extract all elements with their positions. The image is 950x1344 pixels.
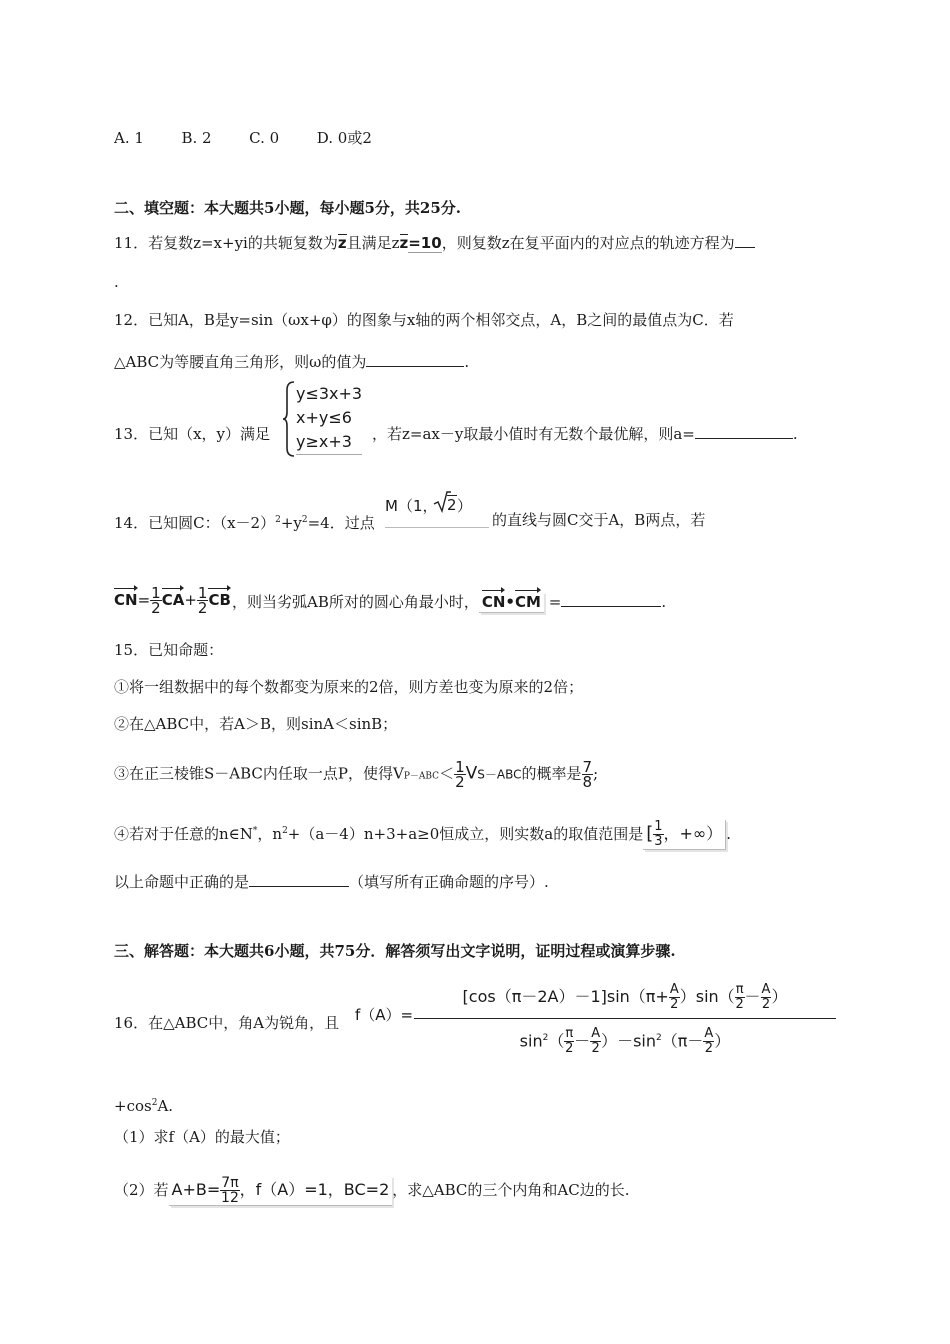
q14-sup: 2 — [275, 515, 281, 525]
prev-options — [114, 128, 372, 148]
q14-text-b: +y — [280, 514, 302, 532]
q15-p3-lt: ＜ — [439, 764, 455, 783]
q15-p4-text-b: ，n — [257, 825, 283, 843]
fraction-half-2: $\frac{1}{2}$ — [197, 584, 208, 617]
q16-part-2 — [114, 1176, 629, 1206]
q15-answer-line — [114, 872, 549, 892]
q15-p4-range: [ $\frac{1}{3}$ ，+∞） — [643, 820, 726, 850]
vector-ca: CA — [161, 591, 185, 609]
q15-answer-blank[interactable] — [249, 872, 349, 887]
section3-heading: 三、解答题：本大题共6小题，共75分．解答须写出文字说明，证明过程或演算步骤. — [114, 942, 676, 960]
q11-answer-blank[interactable] — [735, 233, 755, 248]
q15-p3-text-b: 的概率是 — [521, 764, 582, 783]
q11-text: 11．若复数z=x+yi的共轭复数为 — [114, 234, 338, 252]
brace-icon — [282, 380, 296, 458]
q16-part2-text: （2）若 — [114, 1181, 169, 1199]
q12-answer-blank[interactable] — [366, 352, 464, 367]
vector-cm: CM — [515, 593, 541, 611]
q15-p3-v: V — [465, 763, 478, 784]
q15-proposition-4 — [114, 820, 731, 850]
q14-end: . — [661, 593, 667, 611]
vector-cn-2: CN — [481, 593, 506, 611]
q15-p4-sq: 2 — [282, 826, 288, 836]
q16-part-1: （1）求f（A）的最大值； — [114, 1128, 290, 1146]
q15-proposition-3 — [114, 760, 598, 789]
q15-p4-text: ④若对于任意的n∈N — [114, 825, 253, 843]
q13-end: . — [792, 425, 798, 443]
q14-text-d: 的直线与圆C交于A，B两点，若 — [492, 511, 706, 529]
q16-numerator: [cos（π－2A）－1]sin（π+ $\frac{A}{2}$ ）sin（ $\frac{\pi}{2}$ － $\frac{A}{2}$ ） — [462, 982, 788, 1012]
q15-p3-end: ; — [593, 764, 599, 783]
q13-answer-blank[interactable] — [695, 424, 793, 439]
q14-text: 14．已知圆C：（x－2） — [114, 514, 276, 532]
q15-proposition-2: ②在△ABC中，若A＞B，则sinA＜sinB； — [114, 715, 398, 733]
q14-sqrt-value: 2 — [447, 496, 457, 514]
question-11 — [114, 233, 755, 253]
q16-f-label: f（A）= — [355, 1006, 414, 1024]
q14-text-e: ，则当劣弧AB所对的圆心角最小时， — [232, 593, 479, 611]
q13-rest — [372, 424, 798, 444]
q16-part2-text-b: ，求△ABC的三个内角和AC边的长. — [392, 1181, 630, 1199]
q14-sup-b: 2 — [301, 515, 308, 525]
q15-p3-sub: P－ABC — [403, 771, 440, 782]
q14-point-m — [385, 491, 489, 528]
q15-answer-text: 以上命题中正确的是 — [114, 873, 250, 891]
q15-answer-text-b: （填写所有正确命题的序号）. — [349, 873, 549, 891]
q11-end: . — [114, 273, 119, 291]
vector-cn: CN — [114, 591, 138, 609]
q14-line2 — [232, 592, 666, 613]
q15-p4-text-c: +（a－4）n+3+a≥0恒成立，则实数a的取值范围是 — [287, 825, 644, 843]
q15-intro: 15．已知命题： — [114, 641, 224, 659]
q14-text-c: =4．过点 — [307, 514, 375, 532]
q11-text-b: 且满足z — [346, 234, 400, 252]
q14-dot-product — [479, 592, 544, 613]
q11-eq: =10 — [408, 234, 442, 252]
q13-constraint-1: y≤3x+3 — [296, 384, 363, 403]
fraction-half-1: $\frac{1}{2}$ — [151, 584, 161, 617]
q12-end: . — [464, 353, 470, 371]
option-a: A. 1 — [114, 129, 144, 147]
q15-p3-fraction: $\frac{7}{8}$ — [582, 758, 593, 791]
q16-tail: $+\cos^2A$. — [114, 1097, 174, 1115]
vector-cb: CB — [208, 591, 231, 609]
q15-p3-half: $\frac{1}{2}$ — [455, 758, 465, 791]
q13-constraint-3: y≥x+3 — [296, 430, 362, 455]
q12-line1: 12．已知A，B是y=sin（ωx+φ）的图象与x轴的两个相邻交点，A，B之间的最值点为C．若 — [114, 311, 734, 329]
question-14 — [114, 510, 375, 533]
q16-text: 16．在△ABC中，角A为锐角，且 — [114, 1014, 340, 1032]
option-c: C. 0 — [249, 129, 280, 147]
q14-text-f: = — [548, 593, 562, 611]
q11-zbar: z — [337, 234, 347, 252]
q15-p4-end: . — [726, 825, 732, 843]
q11-text-c: ，则复数z在复平面内的对应点的轨迹方程为 — [441, 234, 735, 252]
question-13 — [114, 424, 270, 444]
q15-p3-text: ③在正三棱锥S－ABC内任取一点P，使得V — [114, 764, 404, 783]
q13-text-b: ，若z=ax－y取最小值时有无数个最优解，则a= — [372, 425, 695, 443]
q14-answer-blank[interactable] — [561, 592, 661, 607]
dot-operator: • — [505, 593, 516, 611]
q13-constraint-system — [282, 380, 364, 460]
q14-point-label: M（1， — [385, 497, 438, 515]
q14-plus: + — [184, 591, 197, 609]
q11-zbar2: z — [399, 234, 409, 252]
option-d: D. 0或2 — [316, 129, 372, 147]
q15-proposition-1: ①将一组数据中的每个数都变为原来的2倍，则方差也变为原来的2倍； — [114, 678, 584, 696]
q14-vector-eq — [114, 586, 231, 615]
option-b: B. 2 — [181, 129, 212, 147]
q14-eq: = — [137, 591, 151, 609]
q16-fraction — [414, 978, 836, 1057]
q14-point-close: ） — [457, 497, 473, 515]
q12-line2 — [114, 352, 469, 372]
section2-heading: 二、填空题：本大题共5小题，每小题5分，共25分. — [114, 199, 461, 217]
q13-text: 13．已知（x，y）满足 — [114, 425, 271, 443]
q15-p3-sub2: S－ABC — [477, 767, 522, 782]
q15-p4-star: * — [252, 826, 258, 836]
q12-text: △ABC为等腰直角三角形，则ω的值为 — [114, 353, 367, 371]
q16-denominator: $\sin^2$（ $\frac{\pi}{2}$ － $\frac{A}{2}$ ）$-\sin^2(\pi-$ $\frac{A}{2}$ ） — [519, 1026, 731, 1057]
q13-constraint-2: x+y≤6 — [296, 408, 352, 427]
q16-part2-expr: A+B= $\frac{7\pi}{12}$ ，f（A）=1，BC=2 — [169, 1176, 393, 1206]
